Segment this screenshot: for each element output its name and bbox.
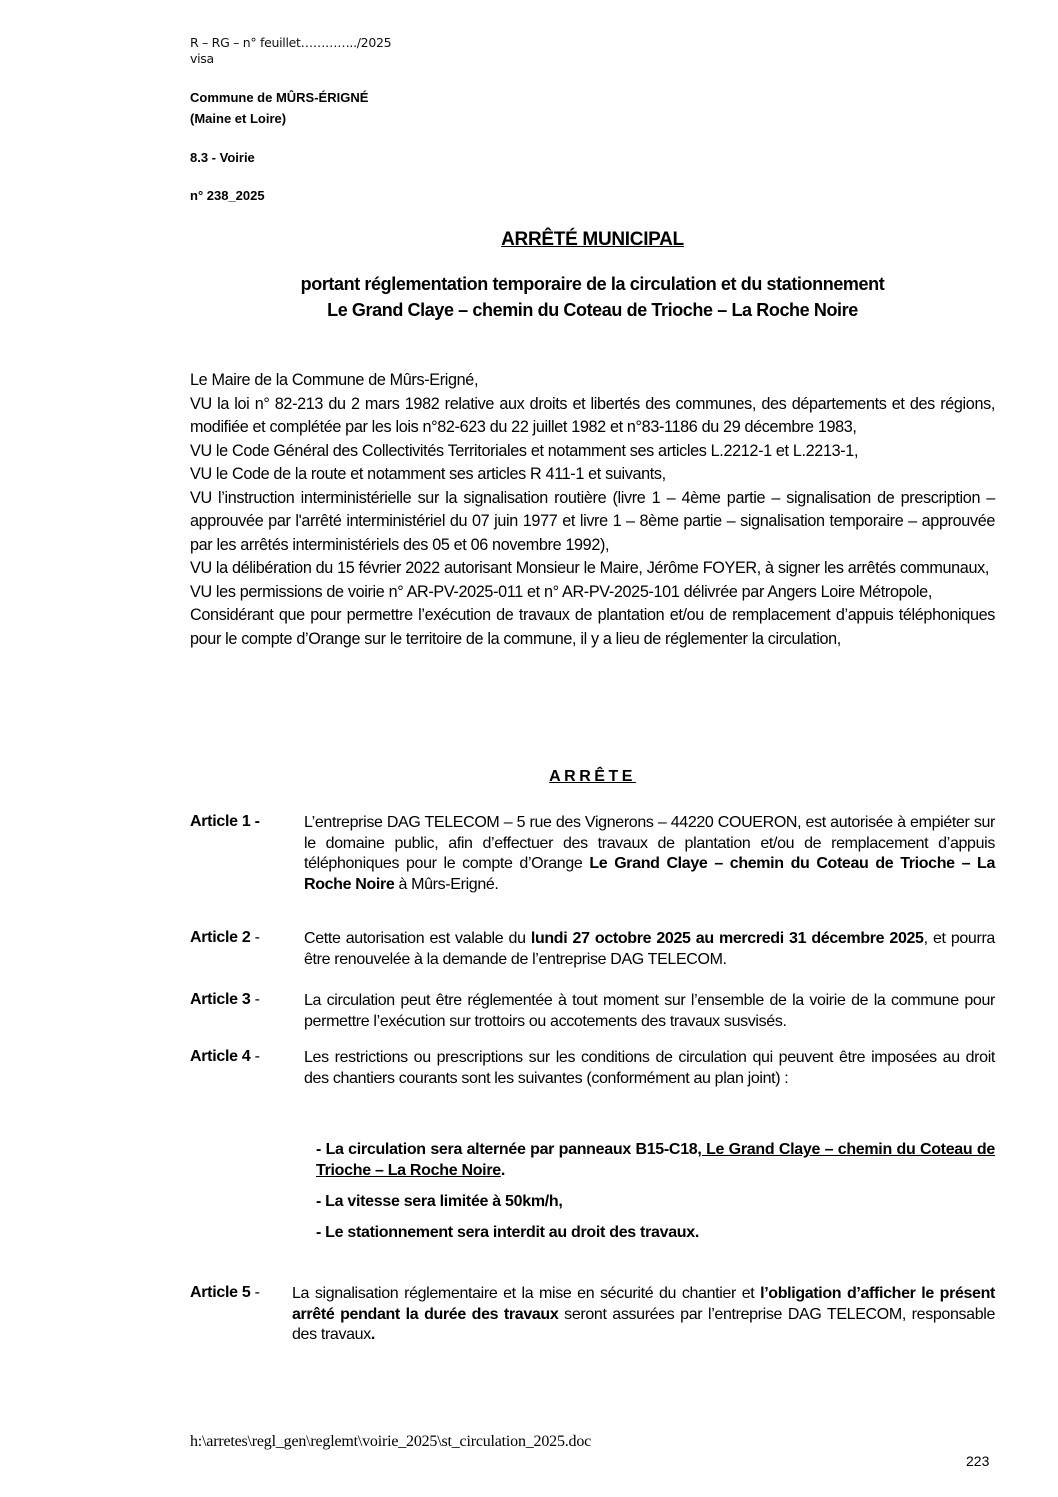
- article-3-label: Article 3 -: [190, 991, 260, 1008]
- considerant: Considérant que pour permettre l’exécution de travaux de plantation et/ou de remplacement d’appuis téléphoniques pour le compte d’Orange sur le territoire de la commune, il y a lieu de réglementer la circulation,: [190, 606, 995, 648]
- article-5-label: Article 5 -: [190, 1284, 260, 1301]
- article-5-text: La signalisation réglementaire et la mise en sécurité du chantier et l’obligation d’afficher le présent arrêté pendant la durée des travaux seront assurées par l’entreprise DAG TELECOM, responsable des travaux.: [292, 1285, 995, 1343]
- arrete-heading: ARRÊTE: [549, 768, 636, 785]
- arrete-number: n° 238_2025: [190, 188, 265, 203]
- document-subtitle-line2: Le Grand Claye – chemin du Coteau de Trioche – La Roche Noire: [327, 300, 858, 320]
- article-4-bullet-speed: - La vitesse sera limitée à 50km/h,: [316, 1193, 563, 1210]
- article-4-label: Article 4 -: [190, 1048, 260, 1065]
- vu-item: VU le Code Général des Collectivités Territoriales et notamment ses articles L.2212-1 et L.2213-1,: [190, 441, 859, 460]
- department-name: (Maine et Loire): [190, 111, 287, 126]
- article-1-location: Le Grand Claye – chemin du Coteau de Trioche – La Roche Noire: [304, 855, 995, 893]
- article-2-text: Cette autorisation est valable du lundi 27 octobre 2025 au mercredi 31 décembre 2025, et pourra être renouvelée à la demande de l’entreprise DAG TELECOM.: [304, 930, 995, 968]
- preamble-intro: Le Maire de la Commune de Mûrs-Erigné,: [190, 371, 479, 389]
- document-title: ARRÊTÉ MUNICIPAL: [501, 229, 684, 250]
- document-subtitle-line1: portant réglementation temporaire de la circulation et du stationnement: [300, 274, 885, 294]
- vu-item: VU la loi n° 82-213 du 2 mars 1982 relative aux droits et libertés des communes, des départements et des régions, modifiée et complétée par les lois n°82-623 du 22 juillet 1982 et n°83-1186 du 29 décembre 1983,: [190, 394, 995, 436]
- article-4-bullet-alternating: - La circulation sera alternée par panneaux B15-C18, Le Grand Claye – chemin du Coteau de Trioche – La Roche Noire.: [316, 1141, 995, 1179]
- alternating-location: , Le Grand Claye – chemin du Coteau de Trioche – La Roche Noire: [316, 1141, 995, 1179]
- article-2-dates: lundi 27 octobre 2025 au mercredi 31 décembre 2025: [530, 930, 924, 947]
- article-1-label: Article 1 -: [190, 813, 260, 830]
- vu-item: VU la délibération du 15 février 2022 autorisant Monsieur le Maire, Jérôme FOYER, à signer les arrêtés communaux,: [190, 559, 989, 577]
- commune-name: Commune de MÛRS-ÉRIGNÉ: [190, 90, 369, 105]
- file-path-footer: h:\arretes\regl_gen\reglemt\voirie_2025\st_circulation_2025.doc: [190, 1433, 592, 1450]
- page-number: 223: [966, 1453, 990, 1469]
- article-1-text: L’entreprise DAG TELECOM – 5 rue des Vignerons – 44220 COUERON, est autorisée à empiéter sur le domaine public, afin d’effectuer des travaux de plantation et/ou de remplacement d’appuis téléphoniques pour le compte d’Orange Le Grand Claye – chemin du Coteau de Trioche – La Roche Noire à Mûrs-Erigné.: [304, 814, 995, 893]
- feuillet-line: R – RG – n° feuillet…………../2025: [190, 35, 392, 50]
- article-4-text: Les restrictions ou prescriptions sur les conditions de circulation qui peuvent être imposées au droit des chantiers courants sont les suivantes (conformément au plan joint) :: [304, 1049, 995, 1087]
- vu-item: VU le Code de la route et notamment ses articles R 411-1 et suivants,: [190, 465, 666, 483]
- vu-item: VU les permissions de voirie n° AR-PV-2025-011 et n° AR-PV-2025-101 délivrée par Angers Loire Métropole,: [190, 582, 932, 601]
- vu-item: VU l’instruction interministérielle sur la signalisation routière (livre 1 – 4ème partie – signalisation de prescription – approuvée par l'arrêté interministériel du 07 juin 1977 et livre 1 – 8ème partie – signalisation temporaire – approuvée par les arrêtés interministériels des 05 et 06 novembre 1992),: [190, 488, 995, 554]
- article-5-obligation: l’obligation d’afficher le présent arrêté pendant la durée des travaux: [292, 1285, 995, 1323]
- article-3-text: La circulation peut être réglementée à tout moment sur l’ensemble de la voirie de la commune pour permettre l’exécution sur trottoirs ou accotements des travaux susvisés.: [304, 992, 995, 1030]
- visa-label: visa: [190, 51, 214, 66]
- article-4-bullet-parking: - Le stationnement sera interdit au droit des travaux.: [316, 1224, 700, 1241]
- article-2-label: Article 2 -: [190, 929, 260, 946]
- preamble: [190, 369, 995, 651]
- category-label: 8.3 - Voirie: [190, 150, 255, 165]
